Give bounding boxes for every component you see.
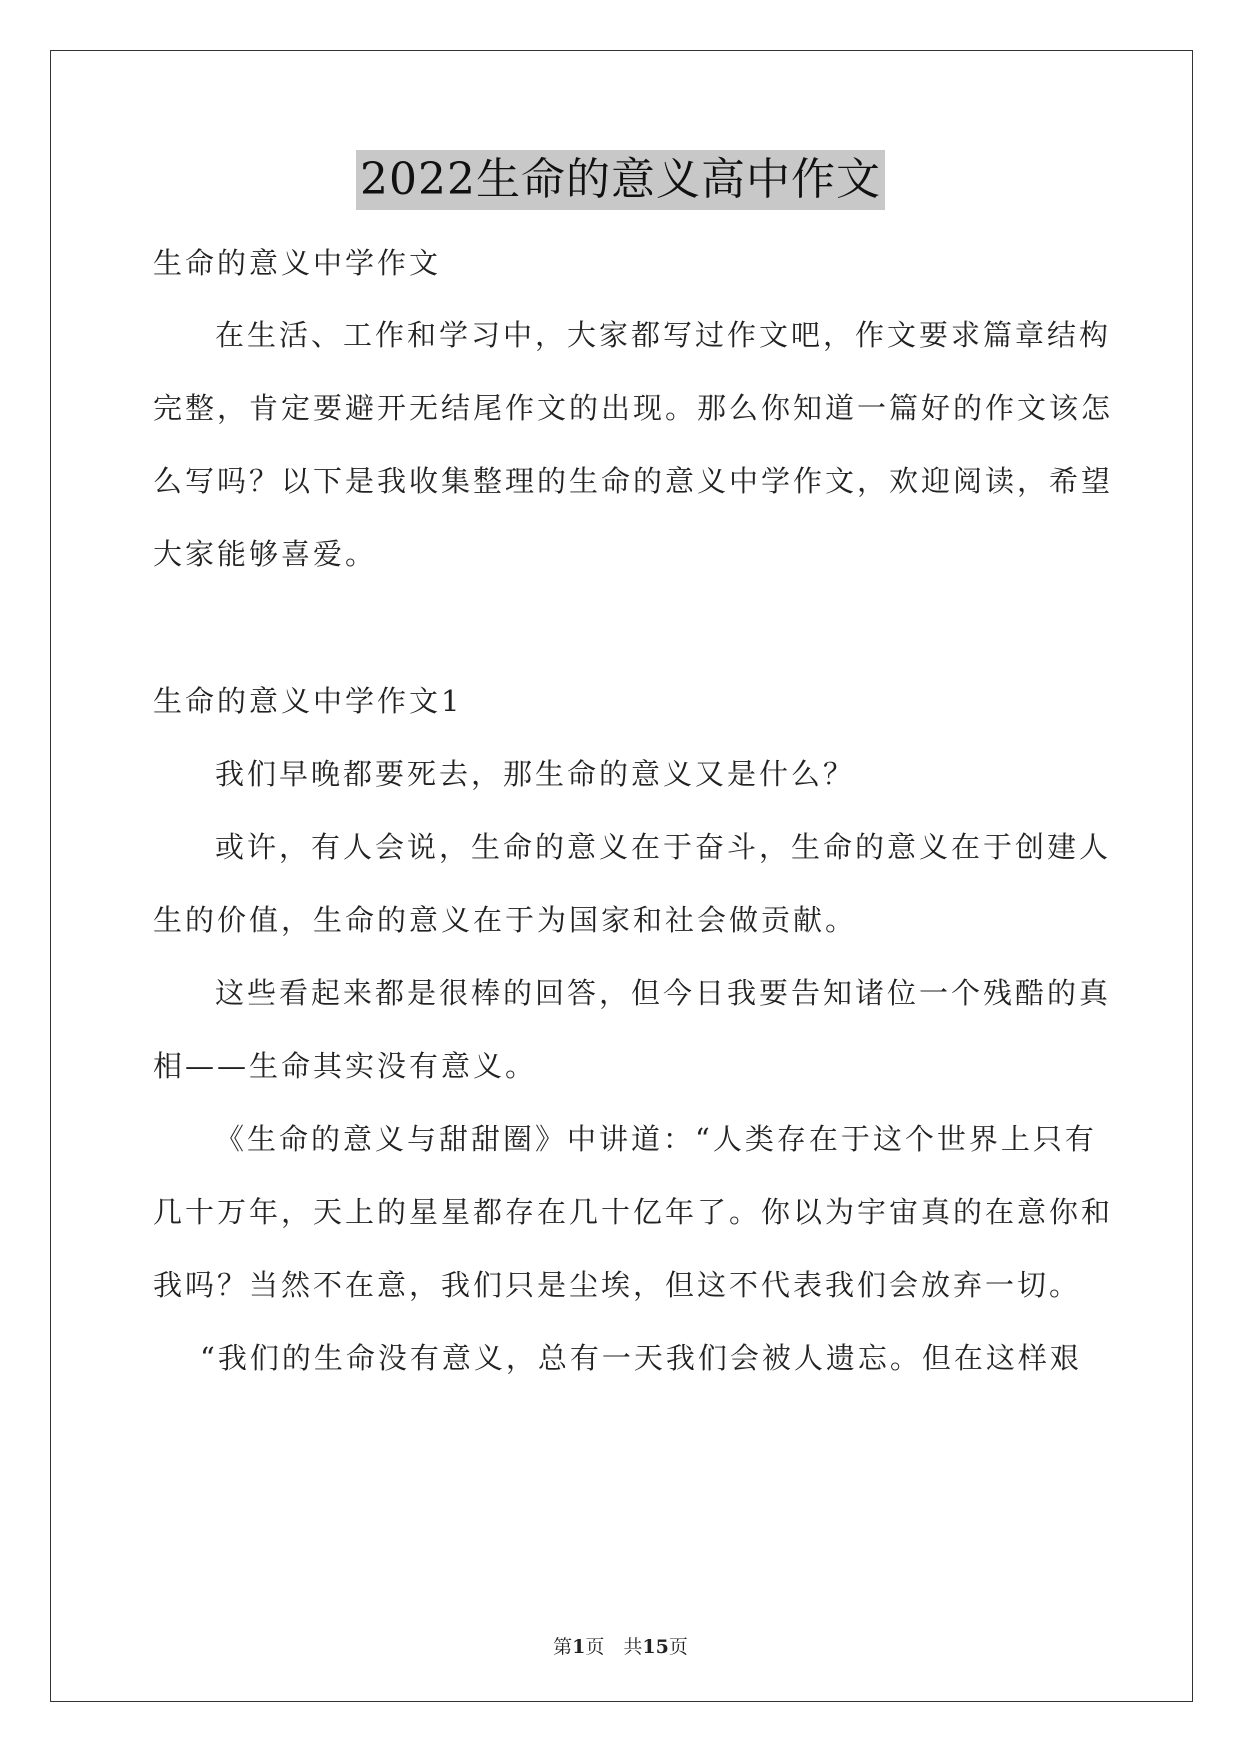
- paragraph-line: 或许，有人会说，生命的意义在于奋斗，生命的意义在于创建人: [215, 830, 1112, 864]
- title-wrap: [0, 150, 1241, 210]
- paragraph-line: 这些看起来都是很棒的回答，但今日我要告知诸位一个残酷的真: [215, 976, 1112, 1010]
- section-heading: 生命的意义中学作文: [153, 246, 442, 280]
- paragraph-line: 《生命的意义与甜甜圈》中讲道：“人类存在于这个世界上只有: [215, 1122, 1097, 1156]
- paragraph-line: 大家能够喜爱。: [153, 537, 378, 571]
- paragraph-line: 相——生命其实没有意义。: [153, 1049, 538, 1083]
- document-title: 2022生命的意义高中作文: [356, 150, 885, 210]
- page-footer: [0, 1632, 1241, 1659]
- paragraph-line: 么写吗？以下是我收集整理的生命的意义中学作文，欢迎阅读，希望: [153, 464, 1114, 498]
- paragraph-line: “我们的生命没有意义，总有一天我们会被人遗忘。但在这样艰: [200, 1341, 1082, 1375]
- paragraph-line: 我吗？当然不在意，我们只是尘埃，但这不代表我们会放弃一切。: [153, 1268, 1082, 1302]
- page-mid: 页 共: [585, 1636, 643, 1658]
- paragraph-line: 完整，肯定要避开无结尾作文的出现。那么你知道一篇好的作文该怎: [153, 391, 1114, 425]
- paragraph-line: 我们早晚都要死去，那生命的意义又是什么？: [215, 757, 856, 791]
- paragraph-line: 生的价值，生命的意义在于为国家和社会做贡献。: [153, 903, 858, 937]
- section-heading: 生命的意义中学作文1: [153, 684, 463, 718]
- page-border: [50, 50, 1193, 1702]
- paragraph-line: 在生活、工作和学习中，大家都写过作文吧，作文要求篇章结构: [215, 318, 1112, 352]
- page-suffix: 页: [668, 1636, 688, 1658]
- paragraph-line: 几十万年，天上的星星都存在几十亿年了。你以为宇宙真的在意你和: [153, 1195, 1114, 1229]
- page-total: 15: [642, 1636, 669, 1658]
- page-prefix: 第: [553, 1636, 573, 1658]
- page-current: 1: [572, 1636, 586, 1658]
